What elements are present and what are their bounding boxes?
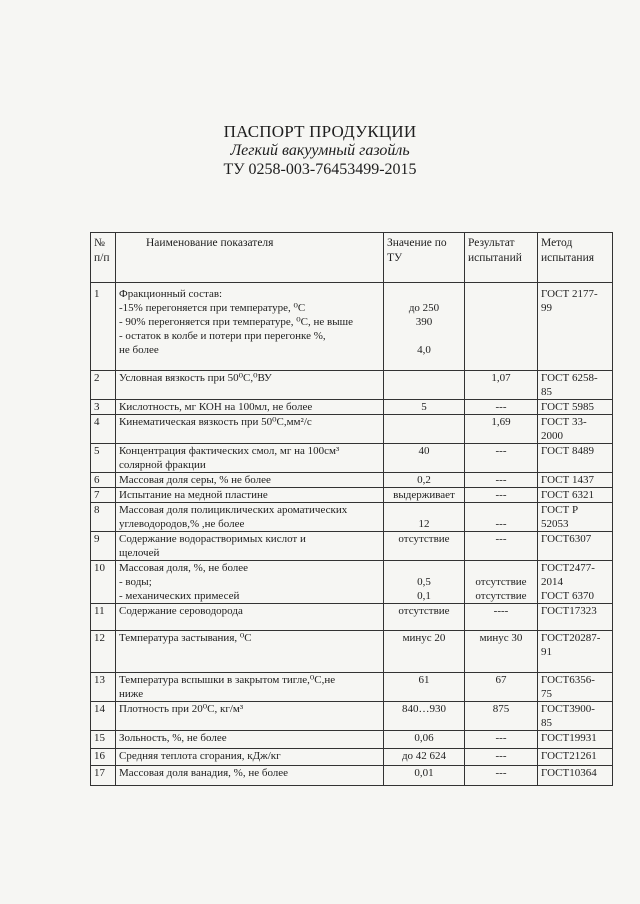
row-number: 7 xyxy=(91,488,116,503)
column-header-method: Метод испытания xyxy=(538,233,613,283)
test-result: --- xyxy=(465,532,538,561)
spec-number: ТУ 0258-003-76453499-2015 xyxy=(223,161,417,178)
test-result: 1,69 xyxy=(465,415,538,444)
table-row xyxy=(91,766,613,786)
table-row xyxy=(91,473,613,488)
table-row xyxy=(91,631,613,673)
column-header-name: Наименование показателя xyxy=(116,233,384,283)
indicator-name: Массовая доля, %, не более - воды; - механических примесей xyxy=(116,561,384,604)
spec-value xyxy=(384,371,465,400)
row-number: 5 xyxy=(91,444,116,473)
table-row xyxy=(91,371,613,400)
column-header-result: Результат испытаний xyxy=(465,233,538,283)
spec-value: 40 xyxy=(384,444,465,473)
table-row xyxy=(91,749,613,766)
test-result: --- xyxy=(465,503,538,532)
spec-value: 0,06 xyxy=(384,731,465,749)
indicator-name: Плотность при 20⁰С, кг/м³ xyxy=(116,702,384,731)
table-row xyxy=(91,532,613,561)
product-name: Легкий вакуумный газойль xyxy=(230,142,410,159)
test-method: ГОСТ 5985 xyxy=(538,400,613,415)
test-result: --- xyxy=(465,731,538,749)
row-number: 6 xyxy=(91,473,116,488)
column-header-number: № п/п xyxy=(91,233,116,283)
test-method: ГОСТ19931 xyxy=(538,731,613,749)
table-row xyxy=(91,731,613,749)
spec-value: минус 20 xyxy=(384,631,465,673)
indicator-name: Кислотность, мг КОН на 100мл, не более xyxy=(116,400,384,415)
spec-value: до 42 624 xyxy=(384,749,465,766)
product-passport-table xyxy=(90,232,613,786)
indicator-name: Фракционный состав: -15% перегоняется при температуре, ⁰С - 90% перегоняется при температуре, ⁰С, не выше - остаток в колбе и потери при перегонке %, не более xyxy=(116,283,384,371)
indicator-name: Массовая доля ванадия, %, не более xyxy=(116,766,384,786)
test-result xyxy=(465,283,538,371)
row-number: 2 xyxy=(91,371,116,400)
test-method: ГОСТ20287- 91 xyxy=(538,631,613,673)
column-header-value: Значение по ТУ xyxy=(384,233,465,283)
test-result: --- xyxy=(465,444,538,473)
table-row xyxy=(91,604,613,631)
test-method: ГОСТ 6321 xyxy=(538,488,613,503)
test-result: 67 xyxy=(465,673,538,702)
spec-value: выдерживает xyxy=(384,488,465,503)
row-number: 11 xyxy=(91,604,116,631)
spec-value: 0,01 xyxy=(384,766,465,786)
test-method: ГОСТ Р 52053 xyxy=(538,503,613,532)
test-method: ГОСТ17323 xyxy=(538,604,613,631)
row-number: 9 xyxy=(91,532,116,561)
indicator-name: Температура вспышки в закрытом тигле,⁰С,не ниже xyxy=(116,673,384,702)
table-row xyxy=(91,444,613,473)
indicator-name: Массовая доля полициклических ароматических углеводородов,% ,не более xyxy=(116,503,384,532)
test-method: ГОСТ 33- 2000 xyxy=(538,415,613,444)
table-body xyxy=(91,283,613,786)
test-method: ГОСТ 2177- 99 xyxy=(538,283,613,371)
spec-value: 840…930 xyxy=(384,702,465,731)
indicator-name: Кинематическая вязкость при 50⁰С,мм²/с xyxy=(116,415,384,444)
row-number: 3 xyxy=(91,400,116,415)
test-result: --- xyxy=(465,400,538,415)
indicator-name: Температура застывания, ⁰С xyxy=(116,631,384,673)
indicator-name: Массовая доля серы, % не более xyxy=(116,473,384,488)
test-method: ГОСТ6356- 75 xyxy=(538,673,613,702)
indicator-name: Средняя теплота сгорания, кДж/кг xyxy=(116,749,384,766)
spec-value: отсутствие xyxy=(384,532,465,561)
test-result: --- xyxy=(465,749,538,766)
row-number: 1 xyxy=(91,283,116,371)
test-result: минус 30 xyxy=(465,631,538,673)
spec-value: 12 xyxy=(384,503,465,532)
spec-value xyxy=(384,415,465,444)
test-method: ГОСТ 8489 xyxy=(538,444,613,473)
test-result: ---- xyxy=(465,604,538,631)
test-method: ГОСТ6307 xyxy=(538,532,613,561)
table-row xyxy=(91,415,613,444)
test-result: --- xyxy=(465,473,538,488)
test-method: ГОСТ2477- 2014 ГОСТ 6370 xyxy=(538,561,613,604)
spec-value: 61 xyxy=(384,673,465,702)
row-number: 12 xyxy=(91,631,116,673)
test-method: ГОСТ21261 xyxy=(538,749,613,766)
document-title: ПАСПОРТ ПРОДУКЦИИ xyxy=(223,122,417,141)
indicator-name: Зольность, %, не более xyxy=(116,731,384,749)
row-number: 13 xyxy=(91,673,116,702)
row-number: 14 xyxy=(91,702,116,731)
row-number: 15 xyxy=(91,731,116,749)
row-number: 17 xyxy=(91,766,116,786)
spec-value: 0,2 xyxy=(384,473,465,488)
spec-value: до 250 390 4,0 xyxy=(384,283,465,371)
table-row xyxy=(91,488,613,503)
test-result: отсутствие отсутствие xyxy=(465,561,538,604)
table-header-row xyxy=(91,233,613,283)
table-row xyxy=(91,561,613,604)
indicator-name: Испытание на медной пластине xyxy=(116,488,384,503)
test-method: ГОСТ 1437 xyxy=(538,473,613,488)
table-row xyxy=(91,673,613,702)
test-result: 1,07 xyxy=(465,371,538,400)
row-number: 16 xyxy=(91,749,116,766)
indicator-name: Концентрация фактических смол, мг на 100см³ солярной фракции xyxy=(116,444,384,473)
spec-value: 5 xyxy=(384,400,465,415)
test-method: ГОСТ10364 xyxy=(538,766,613,786)
spec-value: 0,5 0,1 xyxy=(384,561,465,604)
test-result: 875 xyxy=(465,702,538,731)
indicator-name: Условная вязкость при 50⁰С,⁰ВУ xyxy=(116,371,384,400)
indicator-name: Содержание сероводорода xyxy=(116,604,384,631)
spec-value: отсутствие xyxy=(384,604,465,631)
row-number: 8 xyxy=(91,503,116,532)
row-number: 4 xyxy=(91,415,116,444)
table-row xyxy=(91,702,613,731)
table-row xyxy=(91,283,613,371)
test-result: --- xyxy=(465,766,538,786)
test-result: --- xyxy=(465,488,538,503)
row-number: 10 xyxy=(91,561,116,604)
indicator-name: Содержание водорастворимых кислот и щелочей xyxy=(116,532,384,561)
test-method: ГОСТ 6258- 85 xyxy=(538,371,613,400)
table-row xyxy=(91,400,613,415)
table-row xyxy=(91,503,613,532)
test-method: ГОСТ3900- 85 xyxy=(538,702,613,731)
